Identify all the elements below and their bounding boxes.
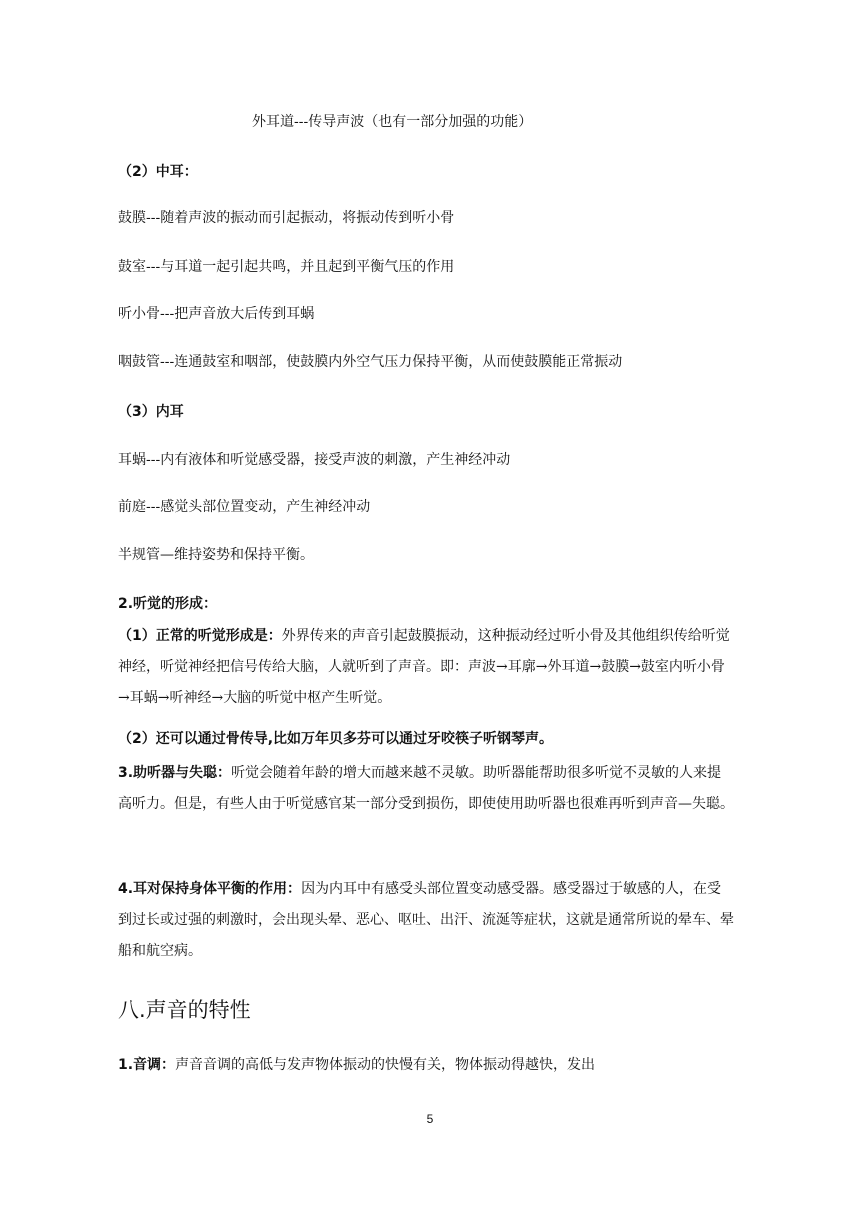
- pitch-label: 1.音调：: [118, 1057, 176, 1073]
- balance-label: 4.耳对保持身体平衡的作用：: [118, 881, 302, 897]
- ossicles-line: 听小骨---把声音放大后传到耳蜗: [118, 306, 315, 322]
- section-heading: 八.声音的特性: [118, 998, 251, 1022]
- normal-hearing-label: （1）正常的听觉形成是：: [118, 628, 282, 644]
- page-number: 5: [426, 1112, 434, 1126]
- vestibule-line: 前庭---感觉头部位置变动，产生神经冲动: [118, 499, 371, 515]
- normal-hearing-text: 外界传来的声音引起鼓膜振动，这种振动经过听小骨及其他组织传给听觉神经，听觉神经把信号传给大脑，人就听到了声音。即：声波→耳廓→外耳道→鼓膜→鼓室内听小骨→耳蜗→听神经→大脑的听觉中枢产生听觉。: [118, 628, 730, 706]
- balance-text: 因为内耳中有感受头部位置变动感受器。感受器过于敏感的人，在受到过长或过强的刺激时，会出现头晕、恶心、呕吐、出汗、流涎等症状，这就是通常所说的晕车、晕船和航空病。: [118, 881, 734, 959]
- tympanic-cavity-line: 鼓室---与耳道一起引起共鸣，并且起到平衡气压的作用: [118, 259, 455, 275]
- balance-paragraph: [118, 874, 734, 967]
- outer-ear-canal-line: 外耳道---传导声波（也有一部分加强的功能）: [252, 114, 533, 130]
- hearing-formation-heading: 2.听觉的形成：: [118, 596, 218, 612]
- hearing-aid-paragraph: [118, 758, 734, 820]
- eardrum-line: 鼓膜---随着声波的振动而引起振动，将振动传到听小骨: [118, 210, 455, 226]
- hearing-aid-label: 3.助听器与失聪：: [118, 765, 232, 781]
- normal-hearing-paragraph: [118, 621, 734, 714]
- hearing-aid-text: 听觉会随着年龄的增大而越来越不灵敏。助听器能帮助很多听觉不灵敏的人来提高听力。但是，有些人由于听觉感官某一部分受到损伤，即使使用助听器也很难再听到声音—失聪。: [118, 765, 734, 812]
- cochlea-line: 耳蜗---内有液体和听觉感受器，接受声波的刺激，产生神经冲动: [118, 452, 511, 468]
- pitch-text: 声音音调的高低与发声物体振动的快慢有关，物体振动得越快，发出: [175, 1057, 596, 1073]
- eustachian-tube-line: 咽鼓管---连通鼓室和咽部，使鼓膜内外空气压力保持平衡，从而使鼓膜能正常振动: [118, 354, 623, 370]
- inner-ear-heading: （3）内耳: [118, 404, 184, 420]
- bone-conduction-line: （2）还可以通过骨传导,比如万年贝多芬可以通过牙咬筷子听钢琴声。: [118, 731, 554, 747]
- middle-ear-heading: （2）中耳：: [118, 164, 198, 180]
- pitch-paragraph: [118, 1055, 595, 1075]
- semicircular-canal-line: 半规管—维持姿势和保持平衡。: [118, 547, 314, 563]
